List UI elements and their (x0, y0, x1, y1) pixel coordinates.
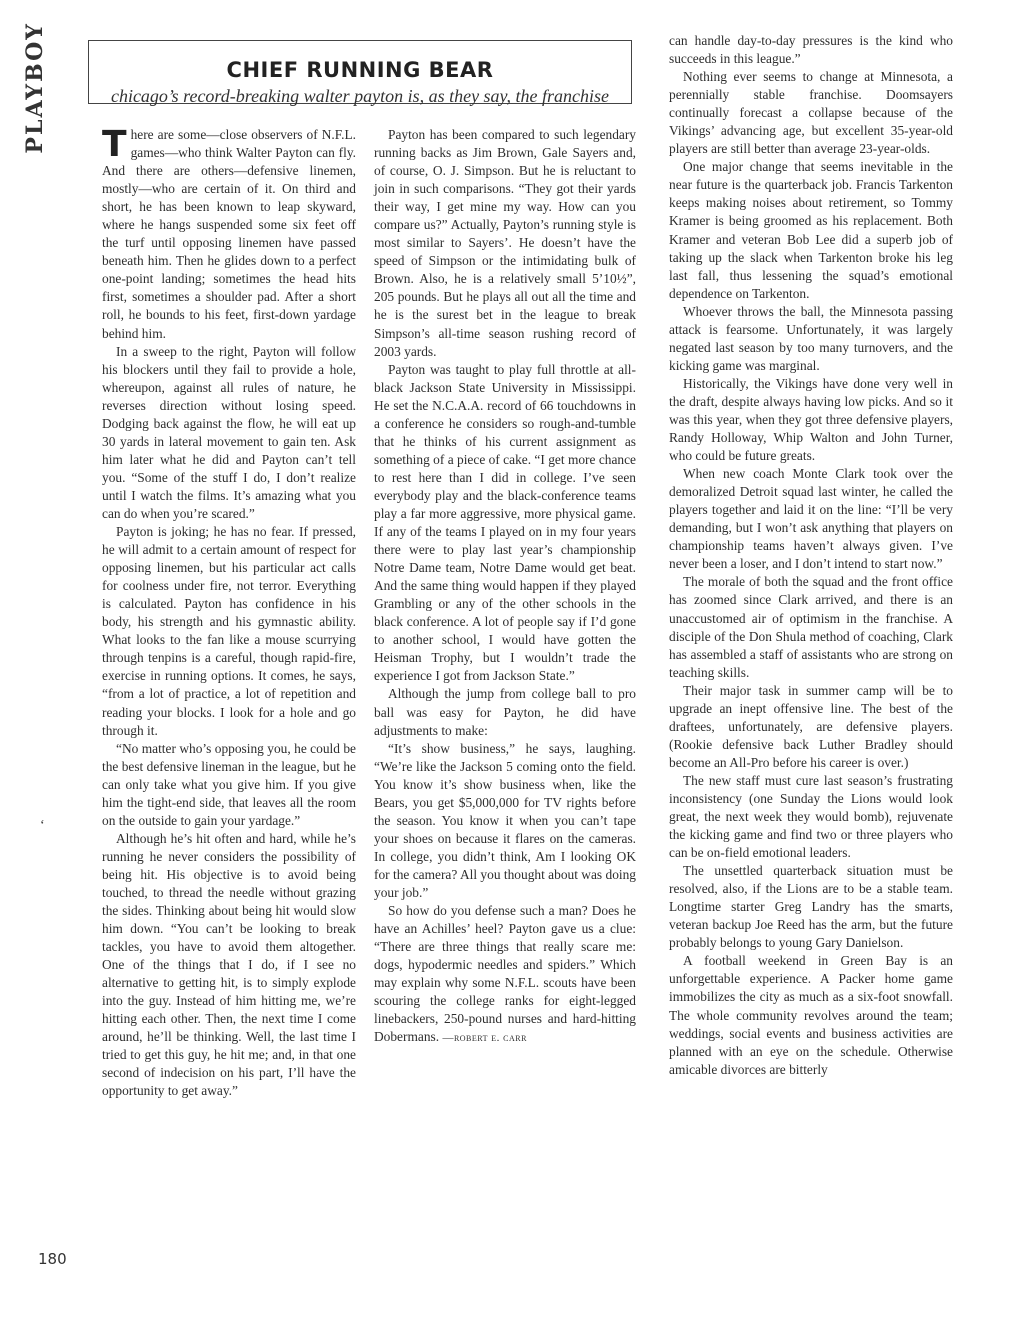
paragraph: Payton was taught to play full throttle at all-black Jackson State University in Mississippi. He set the N.C.A.A. record of 66 touchdowns in a conference he considers so rough-and-tumble that he thinks of his current assignment as something of a piece of cake. “I get more chance to rest here than I did in college. I’ve seen everybody play and the black-conference teams play a far more aggressive, more physical game. If any of the teams I played on in my four years there were to play last year’s championship Notre Dame team, Notre Dame would get beat. And the same thing would happen if they played Grambling or any of the other schools in the black conference. A lot of people say if I’d gone to another school, I would have gotten the Heisman Trophy, but I wouldn’t trade the experience I got from Jackson State.” (374, 361, 636, 684)
paragraph: Whoever throws the ball, the Minnesota passing attack is fearsome. Unfortunately, it was largely negated last season by too many turnovers, and the kicking game was marginal. (669, 303, 953, 373)
paragraph: Payton is joking; he has no fear. If pressed, he will admit to a certain amount of respect for opposing linemen, but his particular act calls for coolness under fire, not terror. Everything is calculated. Payton has confidence in his body, his strength and his gymnastic ability. What looks to the fan like a mouse scurrying through tenpins is a careful, though rapid-fire, exercise in running options. It comes, he says, “from a lot of practice, a lot of repetition and reading your blocks. I look for a hole and go through it. (102, 524, 356, 738)
paragraph: A football weekend in Green Bay is an unforgettable experience. A Packer home game immobilizes the city as much as a six-foot snowfall. The whole community revolves around the team; weddings, social events and business activities are planned with an eye on the schedule. Otherwise amicable divorces are bitterly (669, 953, 953, 1077)
paragraph: The unsettled quarterback situation must be resolved, also, if the Lions are to be a stable team. Longtime starter Greg Landry has the smarts, veteran backup Joe Reed has the arm, but the future probably belongs to young Gary Danielson. (669, 863, 953, 951)
paragraph: Their major task in summer camp will be to upgrade an inept offensive line. The best of the draftees, unfortunately, are defensive players. (Rookie defensive back Luther Bradley should become an All-Pro before his career is over.) (669, 682, 953, 770)
paragraph: When new coach Monte Clark took over the demoralized Detroit squad last winter, he called the players together and laid it on the line: “I’ll be very demanding, but I won’t ask anything that players on championship teams haven’t always given. I’ve never been a loser, and I don’t intend to start now.” (669, 466, 953, 572)
paragraph: “No matter who’s opposing you, he could be the best defensive lineman in the league, but he can only take what you give him. If you give him the tight-end side, that leaves all the room on the outside to gain your yardage.” (102, 740, 356, 828)
paragraph: Although the jump from college ball to pro ball was easy for Payton, he did have adjustments to make: (374, 686, 636, 738)
paragraph: Nothing ever seems to change at Minnesota, a perennially stable franchise. Doomsayers continually forecast a collapse because of the Vikings’ advancing age, but excellent 35-year-old players are still better than average 23-year-olds. (669, 69, 953, 157)
article-title: CHIEF RUNNING BEAR (226, 58, 494, 82)
paragraph (374, 902, 636, 1047)
paragraph: can handle day-to-day pressures is the kind who succeeds in this league.” (669, 33, 953, 67)
article-column-2 (374, 126, 636, 1047)
author-signature: —robert e. carr (442, 1032, 527, 1045)
article-subtitle: chicago’s record-breaking walter payton is, as they say, the franchise (110, 86, 610, 106)
paragraph: In a sweep to the right, Payton will follow his blockers until they fail to provide a hole, whereupon, against all rules of nature, he reverses direction without losing speed. Dodging back against the flow, he will eat up 30 yards in lateral movement to gain ten. Ask him later what he did and Payton can’t tell you. “Some of the stuff I do, I don’t realize until I watch the films. It’s amazing what you can do when you’re scared.” (102, 343, 356, 521)
paragraph: One major change that seems inevitable in the near future is the quarterback job. Francis Tarkenton keeps making noises about retirement, so Tommy Kramer is being groomed as his replacement. Both Kramer and veteran Bob Lee did a superb job of taking up the slack when Tarkenton broke his leg last fall, thus lessening the squad’s emotional dependence on Tarkenton. (669, 159, 953, 301)
article-column-1 (102, 126, 356, 1101)
paragraph-text: So how do you defense such a man? Does he have an Achilles’ heel? Payton gave us a clue: “There are three things that really scare me: dogs, hypodermic needles and spiders.” Which may explain why some N.F.L. scouts have been scouring the college ranks for eight-legged linebackers, 250-pound nurses and hard-hitting Dobermans. (374, 903, 636, 1045)
page-number: 180 (38, 1250, 67, 1268)
paragraph: Payton has been compared to such legendary running backs as Jim Brown, Gale Sayers and, of course, O. J. Simpson. But he is reluctant to join in such comparisons. “They got their yards their way, I get mine my way. How can you compare us?” Actually, Payton’s running style is most similar to Sayers’. He doesn’t have the speed of Simpson or the intimidating bulk of Brown. Also, he is a relatively small 5’10½”, 205 pounds. But he plays all out all the time and he is the surest bet in the league to break Simpson’s all-time season rushing record of 2003 yards. (374, 127, 636, 359)
paragraph-text: here are some—close observers of N.F.L. games—who think Walter Payton can fly. And there are others—defensive linemen, mostly—who are certain of it. On third and short, he has been known to leap skyward, where he hangs suspended some six feet off the turf until opposing linemen have passed beneath him. Then he glides down to a perfect one-point landing; sometimes the head hits first, sometimes a shoulder pad. After a short roll, he bounds to his feet, first-down yardage behind him. (102, 127, 356, 341)
paragraph (102, 126, 356, 343)
paragraph: The new staff must cure last season’s frustrating inconsistency (one Sunday the Lions would look great, the next week they would bomb), rejuvenate the kicking game and find two or three players who can be on-field emotional leaders. (669, 772, 953, 861)
paragraph: “It’s show business,” he says, laughing. “We’re like the Jackson 5 coming onto the field. You know it’s show business when, like the Bears, you get $5,000,000 for TV rights before the season. You know it when you can’t tape your shoes on because it flares on the cameras. In college, you didn’t think, Am I looking OK for the camera? All you thought about was doing your job.” (374, 740, 636, 900)
margin-mark: ‘ (40, 818, 45, 833)
article-header (88, 50, 632, 107)
paragraph: The morale of both the squad and the front office has zoomed since Clark arrived, and there is an unaccustomed air of optimism in the franchise. A disciple of the Don Shula method of coaching, Clark has assembled a staff of assistants who are strong on teaching skills. (669, 574, 953, 680)
article-column-3 (669, 32, 953, 1079)
magazine-masthead: PLAYBOY (22, 22, 48, 154)
paragraph: Historically, the Vikings have done very well in the draft, despite always having low picks. And so it was this year, when they got three defensive players, Randy Holloway, Whip Walton and John Turner, who could be future greats. (669, 375, 953, 464)
drop-cap: T (102, 124, 127, 165)
paragraph: Although he’s hit often and hard, while he’s running he never considers the possibility of being hit. His objective is to avoid being touched, to thread the needle without grazing the sides. Thinking about being hit would slow him down. “You can’t be looking to break tackles, you have to avoid them altogether. One of the things that I do, if I see no alternative to getting hit, is to simply explode into the guy. Instead of him hitting me, we’re hitting each other. Then, the next time I come around, he’ll be thinking. Well, the last time I tried to get this guy, he hit me; and, in that one second of indecision on his part, I’ll have the opportunity to get away.” (102, 830, 356, 1099)
